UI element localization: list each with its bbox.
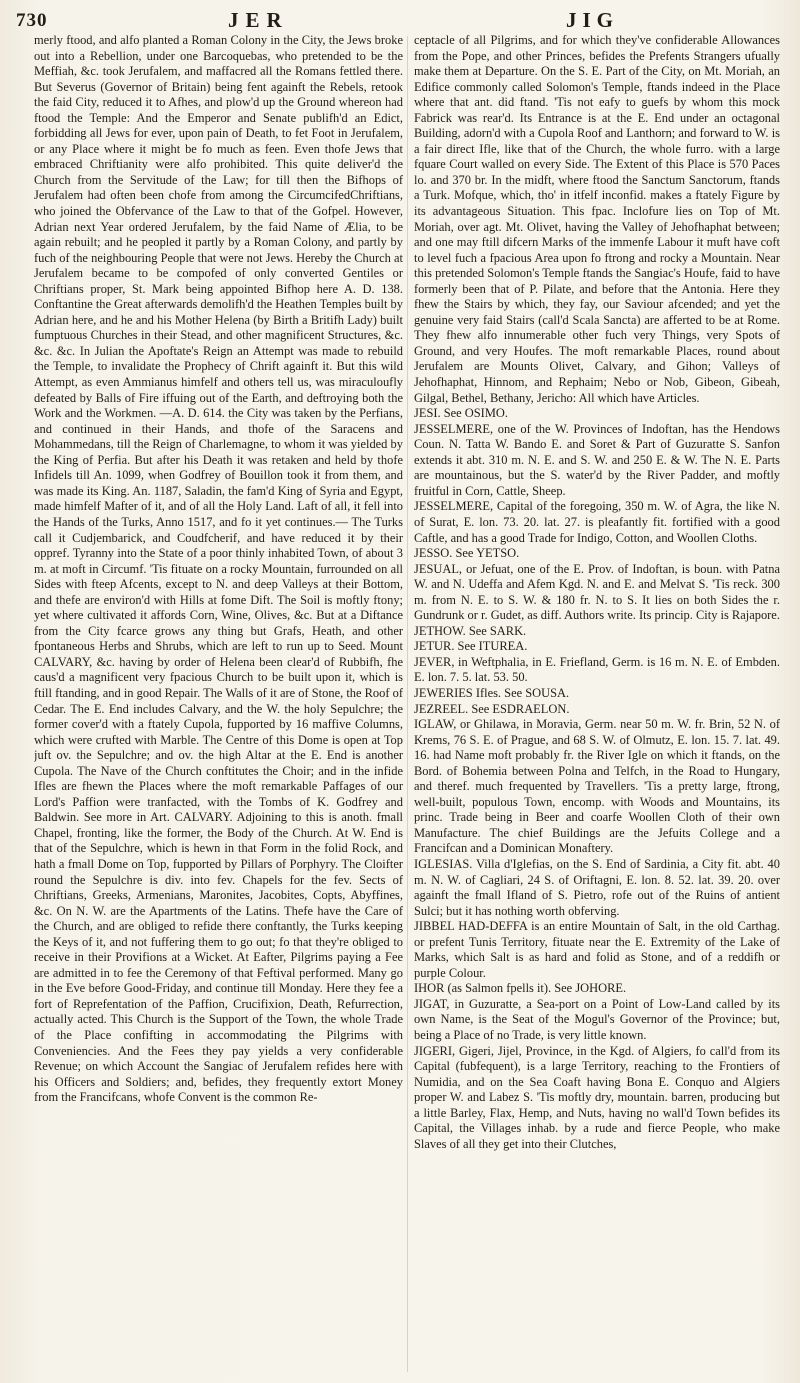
page-number: 730 (16, 10, 48, 31)
entry-jigeri: JIGERI, Gigeri, Jijel, Province, in the Kgd. of Algiers, fo call'd from its Capital (fubfequent), is a large Territory, reaching to the Frontiers of Numidia, and on the Sea Coaft having Bona E. Conquo and Algiers proper W. and Labez S. 'Tis moftly dry, mountain. barren, producing but a little Barley, Flax, Hemp, and Nuts, having no wall'd Town befides its Capital, the Villages inhab. by a rude and fierce People, who make Slaves of all they get into their Clutches, (414, 1043, 780, 1151)
left-running-head: JER (228, 8, 289, 32)
entry-jesi: JESI. See OSIMO. (414, 406, 508, 421)
column-divider (407, 36, 408, 1372)
entry-jerusalem-end: ceptacle of all Pilgrims, and for which they've confiderable Allowances from the Pope, and other Princes, befides the Prefents Strangers ufually make them at Departure. On the S. E. Part of the City, on Mt. Moriah, an Edifice commonly called Solomon's Temple, ftands indeed in the Place where that ant. did ftand. 'Tis not eafy to guefs by whom this mock Fabrick was rear'd. Its Entrance is at the E. End under an octagonal Building, adorn'd with a Cupola Roof and Lanthorn; and forward to W. is a fair direct Ifle, like that of the Church, the whole furro. with a large fquare Court walled on every Side. The Extent of this Place is 570 Paces lo. and 370 br. In the midft, where ftood the Sanctum Sanctorum, ftands a Turk. Mofque, which, tho' in itfelf inconfid. makes a ftately Figure by its advantageous Situation. This fpac. Inclofure lies on Top of Mt. Moriah, over agt. Mt. Olivet, having the Valley of Jehofhaphat between; and one may ftill difcern Marks of the immenfe Labour it muft have coft to level fuch a fpacious Area upon fo ftrong and rocky a Mountain. Near this pretended Solomon's Temple ftands the Sangiac's Houfe, faid to have formerly been that of P. Pilate, and before that the Antonia. Here they fhew the Stairs by which, they fay, our Saviour afcended; and yet the genuine very faid Stairs (call'd Scala Sancta) are afferted to be at Rome. They fhew alfo innumerable other fuch very Things, very Spots of Ground, and very Houfes. The moft remarkable Places, round about Jerufalem are Mounts Olivet, Calvary, and Gihon; Valleys of Jehofhaphat, Hinnom, and Rephaim; Nebo or Nob, Gibeon, Gibeah, Gilgal, Bethel, Bethany, Jericho: All which have Articles. (414, 33, 780, 405)
right-running-head: JIG (566, 8, 620, 32)
entry-jethow: JETHOW. See SARK. (414, 623, 527, 638)
running-header (0, 8, 800, 34)
left-column (34, 33, 403, 1375)
entry-jigat: JIGAT, in Guzuratte, a Sea-port on a Point of Low-Land called by its own Name, is the Seat of the Mogul's Governor of the Province; but, being a Place of no Trade, is very little known. (414, 996, 780, 1042)
entry-jezreel: JEZREEL. See ESDRAELON. (414, 701, 570, 716)
entry-jerusalem-continued: merly ftood, and alfo planted a Roman Colony in the City, the Jews broke out into a Rebellion, under one Barcoquebas, who pretended to be the Meffiah, &c. took Jerufalem, and maffacred all the Romans fettled there. But Severus (Governor of Britain) being fent againft the Rebels, retook the faid City, reduced it to Afhes, and plow'd up the Ground whereon had ftood the Temple: And the Emperor and Senate publifh'd an Edict, forbidding all Jews for ever, upon pain of Death, to fet Foot in Jerufalem, or any Place where it might be fo much as feen. Even thofe Jews that embraced Chriftianity were alfo prohibited. This quite deliver'd the Church from the Servitude of the Law; for till then the Bifhops of Jerufalem had often been chofe from among the CircumcifedChriftians, who joined the Obfervance of the Law to that of the Gofpel. However, Adrian next Year ordered Jerufalem, by the faid Name of Ælia, to be again rebuilt; and he peopled it partly by a Roman Colony, and partly by fuch of the neighbouring People that were not Jews. Hereby the Church at Jerufalem became to be compofed of only converted Gentiles or Chriftians proper, St. Mark being appointed Bifhop here A. D. 138. Conftantine the Great afterwards demolifh'd the Heathen Temples built by Adrian here, and he and his Mother Helena (by Birth a Britifh Lady) built fumptuous Churches in their Stead, and other magnificent Structures, &c. &c. &c. In Julian the Apoftate's Reign an Attempt was made to rebuild the Temple, to invalidate the Prophecy of Chrift againft it. But this wild Attempt, as even Ammianus himfelf and others tell us, was miraculoufly defeated by Balls of Fire iffuing out of the Earth, and deftroying both the Work and the Workmen. —A. D. 614. the City was taken by the Perfians, and continued in their Hands, and thofe of the Saracens and Mohammedans, till the Reign of Charlemagne, to whom it was yielded by the King of Perfia. But after his Death it was retaken and held by thofe Infidels till An. 1099, when Godfrey of Bouillon took it from them, and was made its King. An. 1187, Saladin, the fam'd King of Syria and Egypt, made himfelf Mafter of it, and of all the Holy Land. Laft of all, it fell into the Hands of the Turks, Anno 1517, and fo it yet continues.— The Turks call it Cudjembarick, and Coudfcherif, and have reduced it by their oppref. Tyranny into the State of a poor thinly inhabited Town, of about 3 m. at moft in Circumf. 'Tis fituate on a rocky Mountain, furrounded on all Sides with fteep Afcents, except to N. and deep Valleys at their Bottom, and thefe are environ'd with Hills at fome Dift. The Soil is moftly ftony; yet where cultivated it affords Corn, Wine, Olives, &c. But at a Diftance from the City fcarce grows any thing but Grafs, Heath, and other fpontaneous Herbs and Shrubs, which are left to run up to Seed. Mount CALVARY, &c. having by order of Helena been clear'd of Rubbifh, fhe caus'd a magnificent very fpacious Church to be built upon it, which is ftill ftanding, and in good Repair. The Walls of it are of Stone, the Roof of Cedar. The E. End includes Calvary, and the W. the holy Sepulchre; the former cover'd with a ftately Cupola, fupported by 16 maffive Columns, which were crufted with Marble. The Centre of this Dome is open at Top juft ov. the Sepulchre; and ov. the high Altar at the E. End is another Cupola. The Nave of the Church conftitutes the Choir; and in the infide Ifles are fhewn the Places where the moft remarkable Paffages of our Lord's Paffion were tranfacted, with the Tombs of K. Godfrey and Baldwin. See more in Art. CALVARY. Adjoining to this is anoth. fmall Chapel, fronting, like the former, the Body of the Church. At W. End is that of the Sepulchre, which is hewn in that Form in the folid Rock, and hath a fmall Dome on Top, fupported by Pillars of Porphyry. The Cloifter round the Sepulchre is div. into fev. Chapels for the fev. Sects of Chriftians, Greeks, Armenians, Maronites, Jacobites, Copts, Abyffines, &c. On N. W. are the Apartments of the Latins. Thefe have the Care of the Church, and are obliged to refide there conftantly, the Turks keeping the Keys of it, and not fuffering them to go out; fo that they're obliged to receive in their Provifions at a Wicket. At Eafter, Pilgrims paying a Fee are admitted in to fee the Ceremony of that Feftival performed. Many go in the Eve before Good-Friday, and continue till Monday. Here they fee a fort of Reprefentation of the Paffion, Crucifixion, Death, Refurrection, actually acted. This Church is the Support of the Town, the whole Trade of the Place confifting in accommodating the Pilgrims with Conveniencies. And the Fees they pay yields a very confiderable Revenue; on which Account the Sangiac of Jerufalem refides here with his Officers and Soldiers; and, befides, they frequently extort Money from the Francifcans, whofe Convent is the common Re- (34, 33, 403, 1105)
entry-iglaw: IGLAW, or Ghilawa, in Moravia, Germ. near 50 m. W. fr. Brin, 52 N. of Krems, 76 S. E. of Prague, and 68 S. W. of Olmutz, E. lon. 15. 7. lat. 49. 16. had Name moft probably fr. the River Igle on which it ftands, on the Bord. of Bohemia between Polna and Telfch, in the Road to Hungary, and theref. much frequented by Travellers. 'Tis a pretty large, ftrong, well-built, populous Town, encomp. with Woods and Mountains, its princ. Trade being in Beer and coarfe Woollen Cloth of their own Manufacture. The chief Buildings are the Jefuits College and a Francifcan and a Dominican Monaftery. (414, 717, 780, 856)
entry-jesselmere-capital: JESSELMERE, Capital of the foregoing, 350 m. W. of Agra, the like N. of Surat, E. lon. 73. 20. lat. 27. is pleafantly fit. fortified with a good Caftle, and has a good Trade for Indigo, Cotton, and Woollen Cloths. (414, 499, 780, 545)
entry-jibbel-had-deffa: JIBBEL HAD-DEFFA is an entire Mountain of Salt, in the old Carthag. or prefent Tunis Territory, fituate near the E. Extremity of the Lake of Marks, which Salt is as hard and folid as Stone, and of a reddifh or purple Colour. (414, 919, 780, 980)
entry-jesual: JESUAL, or Jefuat, one of the E. Prov. of Indoftan, is boun. with Patna W. and N. Udeffa and Afem Kgd. N. and E. and Melvat S. 'Tis reck. 300 m. from N. E. to S. W. & 180 fr. N. to S. It lies on both Sides the r. Gundrunk or r. Gudet, as diff. Authors write. Its princip. City is Rajapore. (414, 561, 780, 623)
entry-jesso: JESSO. See YETSO. (414, 546, 520, 561)
entry-jetur: JETUR. See ITUREA. (414, 639, 528, 654)
entry-ihor: IHOR (as Salmon fpells it). See JOHORE. (414, 981, 627, 996)
entry-jever: JEVER, in Weftphalia, in E. Friefland, Germ. is 16 m. N. E. of Embden. E. lon. 7. 5. lat. 53. 50. (414, 654, 780, 685)
entry-iglesias: IGLESIAS. Villa d'Iglefias, on the S. End of Sardinia, a City fit. abt. 40 m. N. W. of Cagliari, 24 S. of Oriftagni, E. lon. 8. 52. lat. 39. 20. over againft the fmall Ifland of S. Pietro, rofe out of the Ruins of antient Sulci; but it has nothing worth obferving. (414, 856, 780, 918)
entry-jesselmere-province: JESSELMERE, one of the W. Provinces of Indoftan, has the Hendows Coun. N. Tatta W. Bando E. and Soret & Part of Guzuratte S. Sanfon extends it abt. 310 m. N. E. and S. W. and 250 E. & W. The N. E. Parts are mountainous, but the S. water'd by the River Padder, and moftly fruitful in Corn, Cattle, Sheep. (414, 421, 780, 498)
right-column (414, 33, 780, 1375)
entry-jeweries: JEWERIES Ifles. See SOUSA. (414, 685, 570, 700)
